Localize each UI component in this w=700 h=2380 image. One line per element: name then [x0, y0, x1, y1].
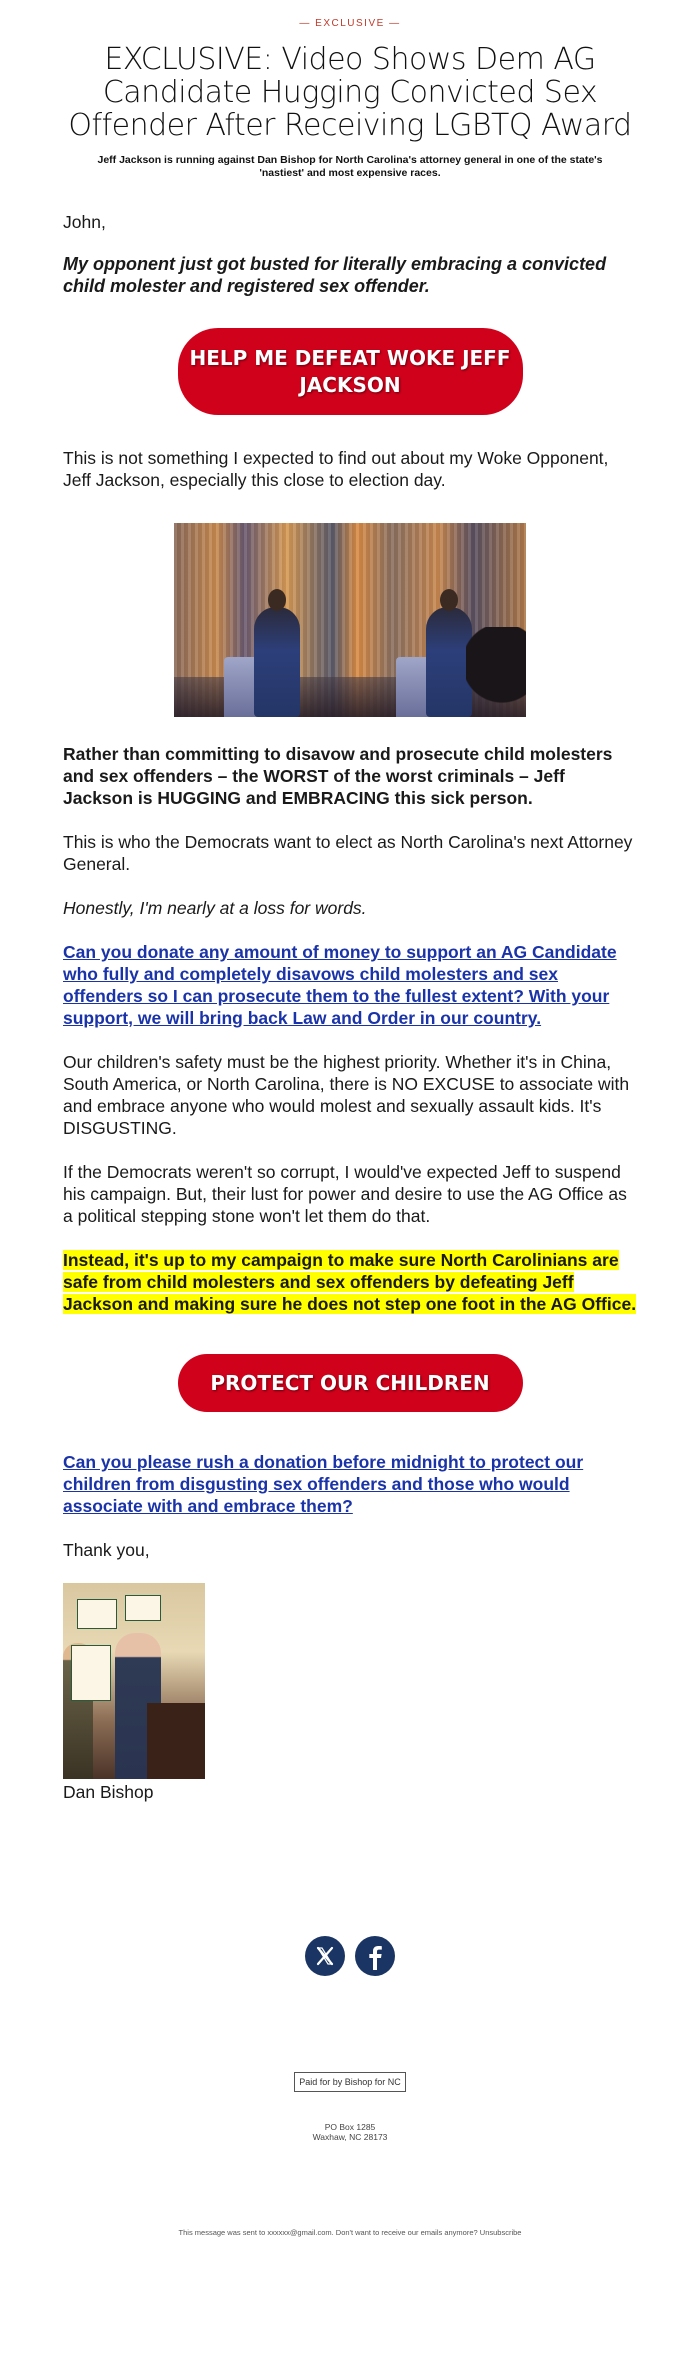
highlighted-paragraph: Instead, it's up to my campaign to make sure North Carolinians are safe from child molesters and sex offenders by defeating Jeff Jackson and making sure he does not step one foot in the AG Office.: [63, 1250, 637, 1314]
campaign-sign: [125, 1595, 161, 1621]
defeat-jeff-jackson-button[interactable]: HELP ME DEFEAT WOKE JEFF JACKSON: [178, 328, 523, 415]
paragraph-democrats: This is who the Democrats want to elect as North Carolina's next Attorney General.: [63, 832, 633, 874]
signoff: Thank you,: [63, 1540, 150, 1560]
address-line-1: PO Box 1285: [324, 2122, 376, 2132]
video-still-image: [174, 523, 526, 717]
donate-link-2[interactable]: Can you please rush a donation before midnight to protect our children from disgusting sex offenders and those who would associate with and embrace them?: [63, 1452, 584, 1516]
paragraph-loss-for-words: Honestly, I'm nearly at a loss for words.: [63, 898, 367, 918]
paragraph-intro: This is not something I expected to find out about my Woke Opponent, Jeff Jackson, especially this close to election day.: [63, 448, 609, 490]
cta-row-1: [63, 297, 637, 415]
exclusive-label: — EXCLUSIVE —: [299, 18, 401, 29]
letter-body: [0, 211, 700, 1803]
campaign-sign: [71, 1645, 111, 1701]
facebook-icon[interactable]: [355, 1936, 395, 1976]
email-body: [0, 18, 700, 2237]
lede-paragraph: My opponent just got busted for literally embracing a convicted child molester and registered sex offender.: [63, 254, 607, 296]
headline: EXCLUSIVE: Video Shows Dem AG Candidate Hugging Convicted Sex Offender After Receiving LGBTQ Award: [68, 42, 632, 143]
cta-row-2: [63, 1315, 637, 1412]
subheadline: Jeff Jackson is running against Dan Bishop for North Carolina's attorney general in one of the state's 'nastiest' and most expensive races.: [97, 154, 603, 179]
foreground-silhouette: [466, 627, 526, 717]
greeting: John,: [63, 212, 106, 232]
paragraph-corrupt: If the Democrats weren't so corrupt, I would've expected Jeff to suspend his campaign. But, their lust for power and desire to use the AG Office as a political stepping stone won't let them do that.: [63, 1162, 627, 1226]
social-links: [0, 1936, 700, 1976]
x-icon[interactable]: [305, 1936, 345, 1976]
mailing-address: [0, 2122, 700, 2142]
podium: [147, 1703, 205, 1779]
donate-link-1[interactable]: Can you donate any amount of money to support an AG Candidate who fully and completely disavows child molesters and sex offenders so I can prosecute them to the fullest extent? With your support, we will bring back Law and Order in our country.: [63, 942, 617, 1028]
paragraph-children-safety: Our children's safety must be the highest priority. Whether it's in China, South America, or North Carolina, there is NO EXCUSE to associate with and embrace anyone who would molest and sexually assault kids. It's DISGUSTING.: [63, 1052, 630, 1138]
paid-for-row: [0, 2072, 700, 2092]
address-line-2: Waxhaw, NC 28173: [312, 2132, 388, 2142]
paid-for-disclaimer: Paid for by Bishop for NC: [294, 2072, 406, 2092]
signature-name: Dan Bishop: [63, 1782, 154, 1802]
campaign-sign: [77, 1599, 117, 1629]
protect-our-children-button[interactable]: PROTECT OUR CHILDREN: [178, 1354, 523, 1412]
figure-left: [254, 607, 300, 717]
unsubscribe-notice[interactable]: This message was sent to xxxxxx@gmail.com. Don't want to receive our emails anymore? Unsubscribe: [178, 2228, 522, 2237]
paragraph-hugging: Rather than committing to disavow and prosecute child molesters and sex offenders – the WORST of the worst criminals – Jeff Jackson is HUGGING and EMBRACING this sick person.: [63, 744, 613, 808]
dan-bishop-photo: [63, 1583, 205, 1779]
head-left: [268, 589, 286, 611]
head-right: [440, 589, 458, 611]
